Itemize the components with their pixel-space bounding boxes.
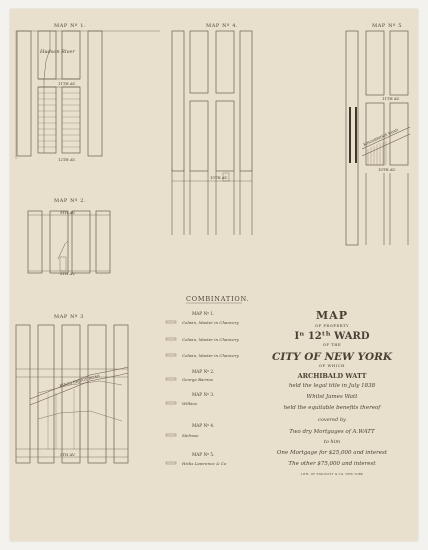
map-5-ave-bottom: 10TH AV.	[378, 167, 396, 172]
map-5-ave-top: 11TH AV.	[382, 96, 400, 101]
map-4	[172, 31, 252, 235]
map-3-ave-bottom: 5TH AV.	[60, 452, 76, 457]
legend-entry-map1-c: Colwin, Master in Chancery	[182, 353, 239, 358]
lithographer-imprint: LITH. OF ENDICOTT & CO. NEW YORK	[300, 473, 364, 476]
title-ward: Iⁿ 12ᵗʰ WARD	[294, 331, 370, 342]
map-2-title: MAP Nº 2.	[54, 198, 87, 204]
map-1-ave-bottom: 12TH AV.	[58, 157, 76, 162]
map-2	[28, 211, 110, 273]
map-sheet	[10, 9, 418, 541]
legend-entry-map3: Wilkins	[182, 401, 197, 406]
legend-entry-map5: Hicks Lawrence & Co	[182, 461, 227, 466]
title-of-which: OF WHICH	[319, 363, 345, 368]
map-3-title: MAP Nº 3	[54, 314, 84, 320]
map-1-title: MAP Nº 1.	[54, 23, 87, 29]
legend-heading-map3: MAP Nº 3.	[192, 392, 215, 397]
map-1	[16, 31, 160, 159]
legend-entry-map2: George Barrios	[182, 377, 213, 382]
title-block	[272, 309, 393, 476]
legend-entry-map1-b: Colwin, Master in Chancery	[182, 337, 239, 342]
legend-heading-map5: MAP Nº 5.	[192, 452, 215, 457]
title-line-8: The other $75,000 and interest	[288, 461, 376, 467]
legend-heading-map4: MAP Nº 4.	[192, 423, 215, 428]
legend-heading-map2: MAP Nº 2.	[192, 369, 215, 374]
title-line-4: covered by	[318, 417, 346, 423]
title-line-7: One Mortgage for $25,000 and interest	[276, 450, 388, 456]
map-1-river-label: Hudson River	[40, 49, 75, 55]
map-3	[16, 325, 128, 463]
title-of-property: OF PROPERTY	[314, 323, 350, 328]
legend-entry-map4: Melrose	[182, 433, 199, 438]
map-5-title: MAP Nº 5	[372, 23, 402, 29]
title-of-the: OF THE	[322, 342, 342, 347]
title-owner: ARCHIBALD WATT	[297, 372, 367, 380]
map-4-title: MAP Nº 4.	[206, 23, 239, 29]
title-line-6: to him	[323, 439, 341, 445]
map-5-road-label: KINGSBRIDGE ROAD	[362, 127, 399, 147]
map-2-ave-bottom: 8TH AV.	[60, 271, 76, 276]
map-1-ave-top: 11TH AV.	[58, 81, 76, 86]
title-map: MAP	[316, 309, 348, 322]
legend-heading-map1: MAP Nº 1.	[192, 311, 215, 316]
map-4-ave-label: 10TH AV.	[210, 175, 228, 180]
legend	[166, 295, 250, 466]
legend-entry-map1-a: Colwin, Master in Chancery	[182, 320, 239, 325]
map-2-ave-top: 9TH AV.	[60, 210, 76, 215]
title-line-2: Whilst James Watt	[306, 394, 358, 400]
title-line-5: Two dry Mortgages of A.WATT	[289, 429, 375, 435]
title-city: CITY OF NEW YORK	[271, 351, 393, 363]
title-line-1: held the legal title in July 1838	[288, 383, 376, 389]
map-drawing	[10, 9, 418, 541]
map-3-road-label: KINGS BRIDGE ROAD	[59, 374, 101, 388]
title-line-3: held the equitable benefits thereof	[283, 405, 381, 411]
legend-title: COMBINATION.	[186, 295, 250, 303]
